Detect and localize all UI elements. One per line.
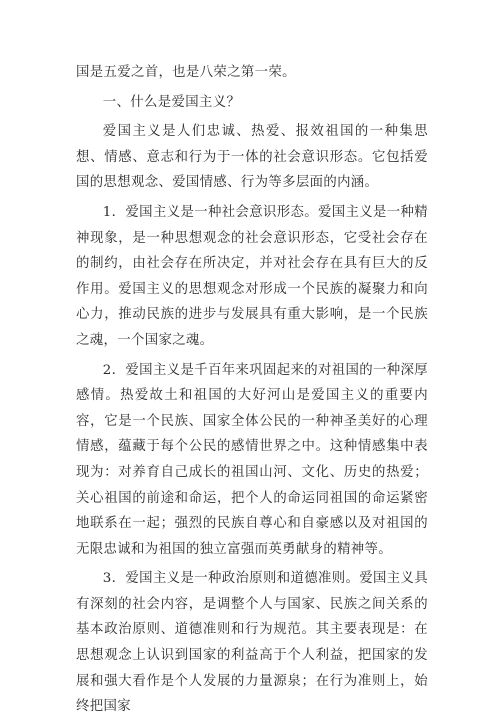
intro-paragraph: 爱国主义是人们忠诚、热爱、报效祖国的一种集思想、情感、意志和行为于一体的社会意识形态。它包括爱国的思想观念、爱国情感、行为等多层面的内涵。: [76, 124, 428, 191]
continuation-paragraph: 国是五爱之首，也是八荣之第一荣。: [76, 65, 296, 80]
section-heading: 一、什么是爱国主义？: [102, 94, 241, 110]
point-2-paragraph: 2．爱国主义是千百年来巩固起来的对祖国的一种深厚感情。热爱故土和祖国的大好河山是爱国主义的重要内容，它是一个民族、国家全体公民的一种神圣美好的心理情感，蕴藏于每个公民的感情世界之中。这种情感集中表现为：对养育自己成长的祖国山河、文化、历史的热爱；关心祖国的前途和命运，把个人的命运同祖国的命运紧密地联系在一起；强烈的民族自尊心和自豪感以及对祖国的无限忠诚和为祖国的独立富强而英勇献身的精神等。: [76, 362, 428, 557]
point-1-paragraph: 1．爱国主义是一种社会意识形态。爱国主义是一种精神现象，是一种思想观念的社会意识形态，它受社会存在的制约，由社会存在所决定，并对社会存在具有巨大的反作用。爱国主义的思想观念对形成一个民族的凝聚力和向心力，推动民族的进步与发展具有重大影响，是一个民族之魂，一个国家之魂。: [76, 204, 428, 348]
point-3-paragraph: 3．爱国主义是一种政治原则和道德准则。爱国主义具有深刻的社会内容，是调整个人与国家、民族之间关系的基本政治原则、道德准则和行为规范。其主要表现是：在思想观念上认识到国家的利益高于个人利益，把国家的发展和强大看作是个人发展的力量源泉；在行为准则上，始终把国家: [76, 571, 428, 715]
document-body: [76, 60, 428, 720]
